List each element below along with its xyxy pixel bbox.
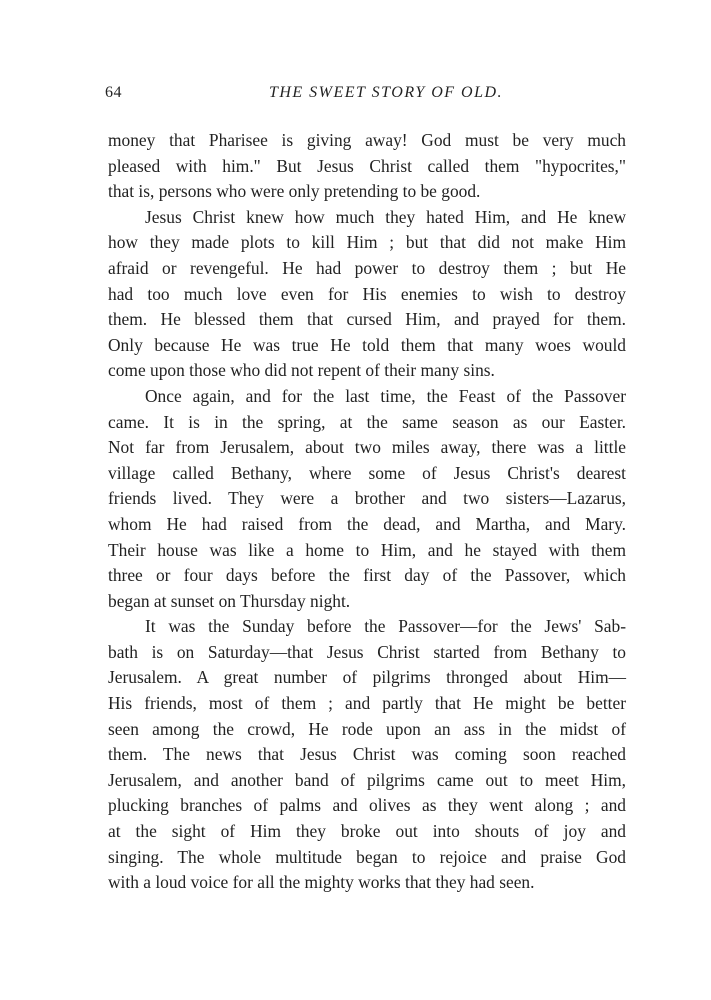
paragraph-line: three or four days before the first day of the Passover, which [108, 565, 626, 586]
paragraph-line: seen among the crowd, He rode upon an ass in the midst of [108, 718, 626, 739]
paragraph-line: friends lived. They were a brother and two sisters—Lazarus, [108, 488, 626, 509]
page-number: 64 [105, 84, 122, 101]
paragraph: Once again, and for the last time, the Feast of the Passover [145, 385, 626, 406]
paragraph-line: afraid or revengeful. He had power to destroy them ; but He [108, 257, 626, 278]
paragraph-line: village called Bethany, where some of Jesus Christ's dearest [108, 462, 626, 483]
paragraph-line: plucking branches of palms and olives as they went along ; and [108, 795, 626, 816]
paragraph-line: whom He had raised from the dead, and Martha, and Mary. [108, 513, 626, 534]
paragraph-line: had too much love even for His enemies to wish to destroy [108, 283, 626, 304]
paragraph-line: come upon those who did not repent of their many sins. [108, 360, 495, 381]
running-title: THE SWEET STORY OF OLD. [268, 84, 504, 101]
paragraph: Jesus Christ knew how much they hated Him, and He knew [145, 206, 626, 227]
paragraph-line: bath is on Saturday—that Jesus Christ started from Bethany to [108, 641, 626, 662]
paragraph-line: at the sight of Him they broke out into shouts of joy and [108, 821, 626, 842]
paragraph-line: singing. The whole multitude began to rejoice and praise God [108, 846, 626, 867]
running-head [105, 84, 627, 108]
paragraph-line: began at sunset on Thursday night. [108, 590, 351, 611]
paragraph-line: them. He blessed them that cursed Him, and prayed for them. [108, 309, 626, 330]
paragraph-line: Only because He was true He told them that many woes would [108, 334, 626, 355]
paragraph-line: that is, persons who were only pretending to be good. [108, 181, 481, 202]
paragraph-line: how they made plots to kill Him ; but that did not make Him [108, 232, 626, 253]
paragraph-line: with a loud voice for all the mighty works that they had seen. [108, 872, 535, 893]
paragraph-line: Their house was like a home to Him, and he stayed with them [108, 539, 626, 560]
paragraph-line: them. The news that Jesus Christ was coming soon reached [108, 744, 626, 765]
paragraph-line: Jerusalem, and another band of pilgrims came out to meet Him, [108, 769, 626, 790]
paragraph-line: Not far from Jerusalem, about two miles away, there was a little [108, 437, 626, 458]
paragraph: It was the Sunday before the Passover—for the Jews' Sab- [145, 616, 626, 637]
body-text [108, 128, 626, 896]
paragraph-line: Jerusalem. A great number of pilgrims thronged about Him— [108, 667, 626, 688]
paragraph-line: His friends, most of them ; and partly that He might be better [108, 693, 626, 714]
paragraph: money that Pharisee is giving away! God must be very much [108, 130, 626, 150]
paragraph-line: pleased with him." But Jesus Christ called them "hypocrites," [108, 155, 626, 176]
paragraph-line: came. It is in the spring, at the same season as our Easter. [108, 411, 626, 432]
